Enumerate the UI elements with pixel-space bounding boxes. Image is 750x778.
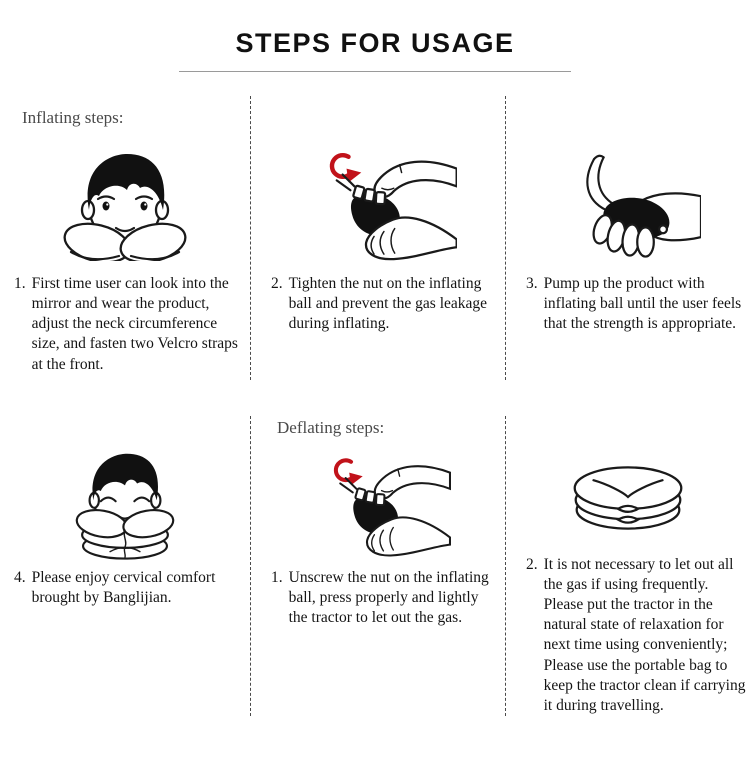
step-number: 1. bbox=[271, 569, 283, 586]
inflating-row bbox=[0, 96, 750, 380]
inflating-step-2-cell bbox=[250, 96, 506, 380]
step-text bbox=[251, 562, 505, 628]
page-title: STEPS FOR USAGE bbox=[235, 28, 515, 58]
step-text bbox=[0, 562, 250, 608]
step-number: 4. bbox=[14, 569, 26, 586]
hands-tightening-nut-illustration bbox=[299, 145, 457, 263]
inflating-step-3-cell bbox=[506, 96, 750, 380]
hands-unscrewing-nut-illustration bbox=[305, 451, 451, 559]
inflating-steps-label: Inflating steps: bbox=[22, 108, 124, 127]
deflating-steps-label: Deflating steps: bbox=[277, 418, 385, 437]
head-wearing-inflated-collar-illustration bbox=[50, 450, 200, 560]
step-number: 3. bbox=[526, 275, 538, 292]
head-wearing-deflated-collar-illustration bbox=[45, 147, 205, 261]
step-number: 1. bbox=[14, 275, 26, 292]
deflating-step-1-cell bbox=[250, 416, 506, 716]
step-text bbox=[251, 268, 505, 334]
hand-squeezing-inflating-ball-illustration bbox=[555, 149, 701, 259]
step-body: Please enjoy cervical comfort brought by Banglijian. bbox=[31, 569, 216, 607]
deflating-step-2-cell bbox=[506, 416, 750, 716]
step-text bbox=[506, 549, 750, 716]
steps-for-usage-page bbox=[0, 28, 750, 716]
inflating-step-4-cell bbox=[0, 416, 250, 716]
step-body: Pump up the product with inflating ball until the user feels that the strength is appropriate. bbox=[543, 275, 742, 333]
inflating-step-1-cell bbox=[0, 96, 250, 380]
title-underline bbox=[179, 71, 571, 72]
step-body: Unscrew the nut on the inflating ball, press properly and lightly the tractor to let out the gas. bbox=[288, 569, 489, 627]
step-body: Tighten the nut on the inflating ball and prevent the gas leakage during inflating. bbox=[288, 275, 488, 333]
deflated-tractor-product-illustration bbox=[554, 453, 702, 541]
step-text bbox=[0, 268, 250, 375]
step-text bbox=[506, 268, 750, 334]
deflating-row bbox=[0, 416, 750, 716]
step-body: It is not necessary to let out all the gas if using frequently. Please put the tractor in the natural state of relaxation for next time using conveniently; Please use the portable bag to keep the tractor clean if carrying it during travelling. bbox=[543, 555, 746, 714]
step-body: First time user can look into the mirror and wear the product, adjust the neck circumference size, and fasten two Velcro straps at the front. bbox=[31, 275, 238, 373]
step-number: 2. bbox=[271, 275, 283, 292]
step-number: 2. bbox=[526, 555, 538, 573]
